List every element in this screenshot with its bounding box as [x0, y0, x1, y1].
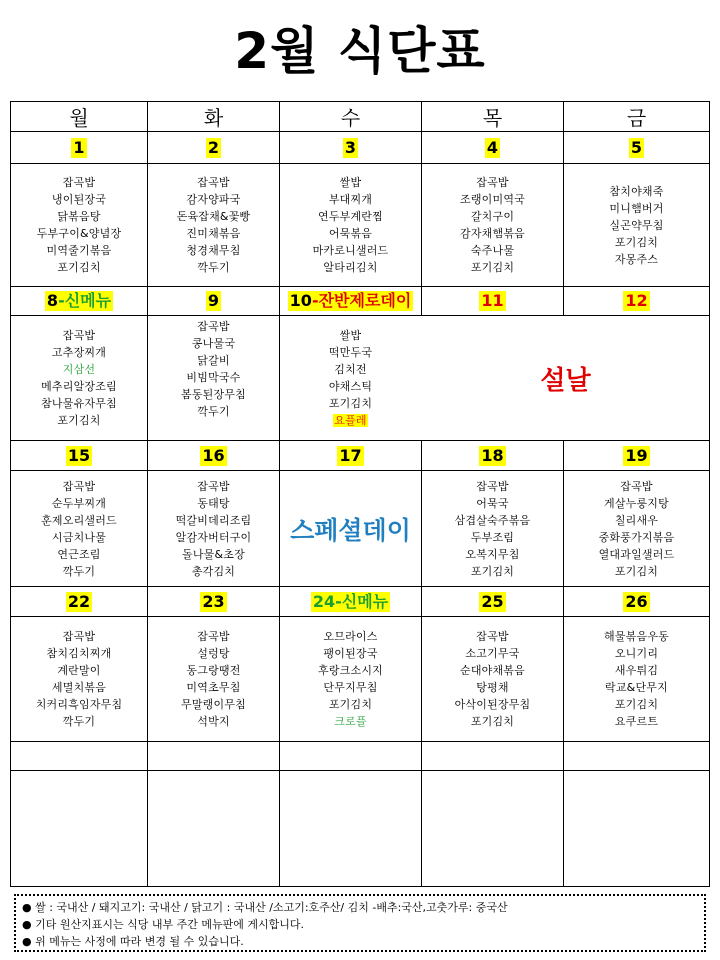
menu-cell: 잡곡밥 콩나물국 닭갈비 비빔막국수 봄동된장무침 깍두기 [181, 320, 246, 418]
notes-box [14, 894, 706, 952]
change-note: ● 위 메뉴는 사정에 따라 변경 될 수 있습니다. [22, 935, 244, 948]
menu-cell: 잡곡밥 냉이된장국 닭볶음탕 두부구이&양념장 미역줄기볶음 포기김치 [36, 176, 122, 274]
menu-cell: 잡곡밥 어묵국 삼겹살숙주볶음 두부조림 오복지무침 포기김치 [454, 479, 531, 578]
day-header-wed: 수 [340, 106, 361, 130]
date-label-zero-waste: 10-잔반제로데이 [289, 291, 412, 310]
menu-cell: 잡곡밥 동태탕 떡갈비데리조림 알감자버터구이 돌나물&초장 총각김치 [175, 479, 252, 578]
day-header-mon: 월 [69, 106, 89, 130]
menu-cell: 잡곡밥 게살누룽지탕 칠리새우 중화풍가지볶음 열대과일샐러드 포기김치 [598, 479, 675, 578]
date-label-new-menu: 24-신메뉴 [312, 591, 389, 611]
date-label: 2 [207, 137, 220, 157]
origin-board-note: ● 기타 원산지표시는 식당 내부 주간 메뉴판에 게시합니다. [22, 918, 304, 931]
date-label: 26 [625, 591, 648, 611]
origin-note: ● 쌀 : 국내산 / 돼지고기: 국내산 / 닭고기 : 국내산 /소고기:호주산/ 김치 -배추:국산,고춧가루: 중국산 [22, 901, 508, 914]
date-label: 9 [207, 291, 220, 310]
date-label: 25 [481, 591, 504, 611]
date-label: 19 [625, 445, 648, 465]
date-label-new-menu: 8-신메뉴 [46, 291, 112, 310]
menu-cell: 잡곡밥 참치김치찌개 계란말이 세멸치볶음 치커리흑임자무침 깍두기 [35, 630, 123, 728]
menu-cell: 쌀밥 부대찌개 연두부계란찜 어묵볶음 마카로니샐러드 알타리김치 [312, 176, 389, 274]
menu-cell: 잡곡밥 소고기무국 순대야채볶음 탕평채 아삭이된장무침 포기김치 [454, 630, 531, 728]
date-label: 18 [481, 445, 504, 465]
day-header-tue: 화 [203, 106, 224, 130]
holiday-cell: 설날 [540, 365, 591, 396]
menu-cell: 해물볶음우동 오니기리 새우튀김 락교&단무지 포기김치 요쿠르트 [604, 630, 669, 728]
date-label-holiday: 12 [625, 291, 648, 310]
date-label: 15 [67, 445, 91, 465]
meal-table [10, 101, 710, 887]
date-label: 1 [73, 137, 85, 157]
menu-cell: 잡곡밥 감자양파국 돈육잡채&꽃빵 진미채볶음 청경채무침 깍두기 [176, 176, 251, 274]
menu-cell: 쌀밥 떡만두국 김치전 야채스틱 포기김치 요플레 [328, 329, 373, 427]
menu-cell: 잡곡밥 고추장찌개 지삼선 메추리알장조림 참나물유자무침 포기김치 [41, 329, 117, 427]
date-label: 22 [67, 591, 91, 611]
date-label: 3 [344, 137, 357, 157]
page-title: 2월 식단표 [234, 22, 486, 80]
menu-cell: 오므라이스 팽이된장국 후랑크소시지 단무지무침 포기김치 크로플 [318, 630, 383, 728]
day-header-thu: 목 [482, 106, 503, 130]
date-label: 4 [486, 137, 499, 157]
menu-cell: 참치야채죽 미니햄버거 실곤약무침 포기김치 자몽주스 [609, 184, 664, 266]
date-label: 16 [202, 445, 225, 465]
date-label: 23 [202, 591, 225, 611]
menu-cell: 잡곡밥 조랭이미역국 갈치구이 감자채햄볶음 숙주나물 포기김치 [460, 176, 525, 274]
day-header-fri: 금 [626, 106, 647, 130]
date-label: 5 [630, 137, 643, 157]
menu-cell: 잡곡밥 설렁탕 동그랑땡전 미역초무침 무말랭이무침 석박지 [181, 630, 246, 728]
special-day-cell: 스페셜데이 [290, 515, 411, 545]
menu-cell: 잡곡밥 순두부찌개 훈제오리샐러드 시금치나물 연근조림 깍두기 [41, 479, 117, 578]
date-label-holiday: 11 [481, 291, 504, 310]
date-label: 17 [339, 445, 362, 465]
